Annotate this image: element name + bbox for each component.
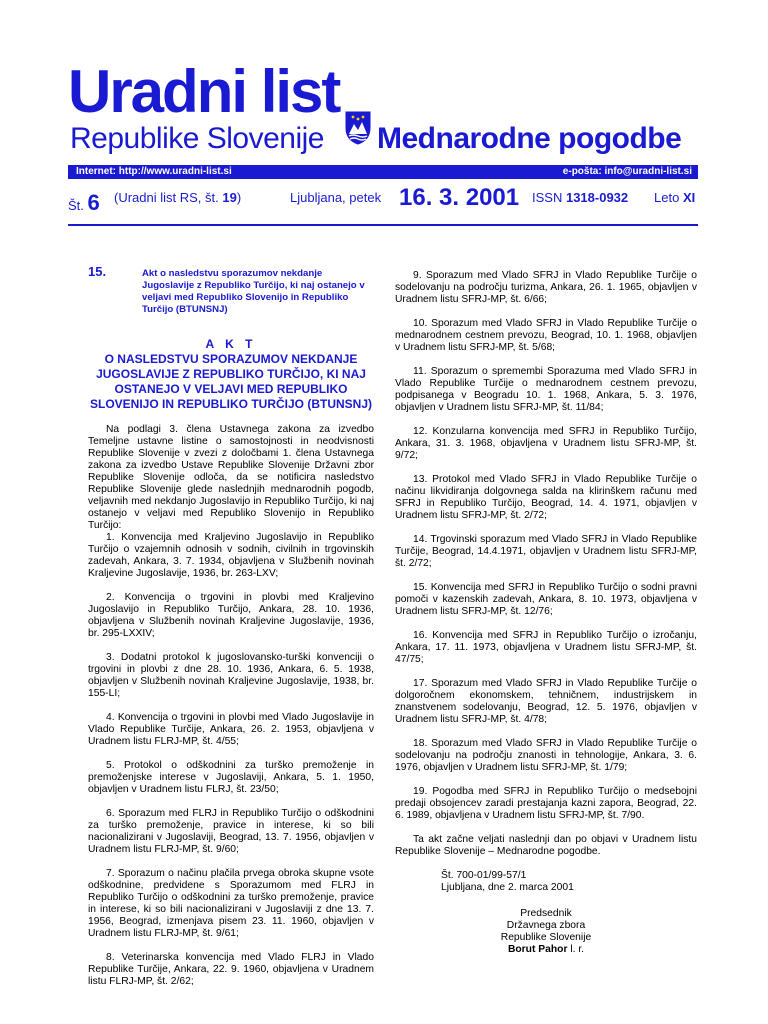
list-item: 3. Dodatni protokol k jugoslovansko-turški konvenciji o trgovini in plovbi z dne 28. 10. 1936, Ankara, 6. 5. 1938, objavljen v Službenih novinah Kraljevine Jugoslavije, 1938, br. 155-LI;: [88, 652, 374, 699]
list-item: 5. Protokol o odškodnini za turško premoženje in premoženjske interese v Jugoslaviji, Ankara, 5. 1. 1950, objavljen v Uradnem listu FLRJ, št. 23/50;: [88, 760, 374, 795]
issue-reference: (Uradni list RS, št. 19): [114, 190, 242, 205]
list-item: 14. Trgovinski sporazum med Vlado SFRJ in Vlado Republike Turčije, Beograd, 14.4.1971, objavljen v Uradnem listu SFRJ-MP, št. 2/72;: [395, 534, 697, 569]
issue-date: 16. 3. 2001: [399, 184, 520, 211]
issn: ISSN 1318-0932: [532, 190, 629, 205]
list-item: 19. Pogodba med SFRJ in Republiko Turčijo o medsebojni predaji obsojencev zaradi prestajanja kazni zapora, Beograd, 22. 6. 1989, objavljena v Uradnem listu SFRJ-MP, št. 7/90.: [395, 786, 697, 821]
signer-role: Državnega zbora: [506, 920, 586, 931]
item-number: 15.: [88, 264, 107, 279]
issue-number: 6: [87, 190, 100, 215]
act-title: O NASLEDSTVU SPORAZUMOV NEKDANJE JUGOSLAVIJE Z REPUBLIKO TURČIJO, KI NAJ OSTANEJO V VELJAVI MED REPUBLIKO SLOVENIJO IN REPUBLIKO TURČIJO (BTUNSNJ): [89, 352, 373, 411]
list-item: 6. Sporazum med FLRJ in Republiko Turčijo o odškodnini za turško premoženje, pravice in interese, ki so bili nacionalizirani v Jugoslaviji, Beograd, 13. 7. 1956, objavljen v Uradnem listu FLRJ-MP, št. 9/60;: [88, 808, 374, 855]
header-divider: [68, 224, 698, 226]
item-header: [88, 266, 374, 330]
internet-link[interactable]: Internet: http://www.uradni-list.si: [76, 166, 232, 177]
list-item: 4. Konvencija o trgovini in plovbi med Vlado Jugoslavije in Vlado Republike Turčije, Ankara, 26. 2. 1953, objavljena v Uradnem listu FLRJ-MP, št. 4/55;: [88, 712, 374, 747]
closing-paragraph: Ta akt začne veljati naslednji dan po objavi v Uradnem listu Republike Slovenije – Mednarodne pogodbe.: [395, 834, 697, 857]
list-item: 7. Sporazum o načinu plačila prvega obroka skupne vsote odškodnine, predvidene s Sporazumom med FLRJ in Republiko Turčijo o odškodnini za turško premoženje, pravice in interese, ki so bili nacionalizirani v Jugoslaviji z dne 13. 7. 1956, Beograd, izmenjava pisem 23. 11. 1960, objavljen v Uradnem listu FLRJ-MP, št. 9/61;: [88, 868, 374, 939]
reference-number: Št. 700-01/99-57/1: [441, 870, 527, 881]
issue-number-label: Št. 6: [68, 190, 100, 215]
signer-role: Predsednik: [520, 908, 572, 919]
act-heading: [88, 338, 374, 412]
list-item: 11. Sporazum o spremembi Sporazuma med Vlado SFRJ in Vlado Republike Turčije o mednarodnem cestnem prevozu, podpisanega v Beogradu 10. 1. 1968, Ankara, 5. 3. 1976, objavljen v Uradnem listu SFRJ-MP, št. 11/84;: [395, 366, 697, 413]
intro-paragraph: Na podlagi 3. člena Ustavnega zakona za izvedbo Temeljne ustavne listine o samostojnosti in neodvisnosti Republike Slovenije v zvezi z določbami 1. člena Ustavnega zakona za izvedbo Ustave Republike Slovenije Državni zbor Republike Slovenije odloča, da se notificira nasledstvo Republike Slovenije glede naslednjih mednarodnih pogodb, veljavnih med nekdanjo Jugoslavijo in Republiko Turčijo, ki naj ostanejo v veljavi med Republiko Slovenijo in Republiko Turčijo:: [88, 424, 374, 531]
masthead-subtitle: Republike Slovenije: [70, 122, 324, 155]
list-item: 16. Konvencija med SFRJ in Republiko Turčijo o izročanju, Ankara, 17. 11. 1973, objavljena v Uradnem listu SFRJ-MP, št. 47/75;: [395, 630, 697, 665]
list-item: 12. Konzularna konvencija med SFRJ in Republiko Turčijo, Ankara, 31. 3. 1968, objavljena v Uradnem listu SFRJ-MP, št. 9/72;: [395, 426, 697, 461]
list-item: 15. Konvencija med SFRJ in Republiko Turčijo o sodni pravni pomoči v kazenskih zadevah, Ankara, 8. 10. 1973, objavljena v Uradnem listu SFRJ-MP, št. 12/76;: [395, 582, 697, 617]
list-item: 9. Sporazum med Vlado SFRJ in Vlado Republike Turčije o sodelovanju na področju turizma, Ankara, 26. 1. 1965, objavljen v Uradnem listu SFRJ-MP, št. 6/66;: [395, 270, 697, 305]
issue-place-day: Ljubljana, petek: [290, 190, 382, 205]
right-column: [395, 270, 697, 956]
list-item: 8. Veterinarska konvencija med Vlado FLRJ in Vlado Republike Turčije, Ankara, 22. 9. 1960, objavljena v Uradnem listu FLRJ-MP, št. 2/62;: [88, 952, 374, 987]
list-item: 18. Sporazum med Vlado SFRJ in Vlado Republike Turčije o sodelovanju na področju znanosti in tehnologije, Ankara, 3. 6. 1976, objavljen v Uradnem listu SFRJ-MP, št. 1/79;: [395, 738, 697, 773]
masthead-title: Uradni list: [68, 58, 340, 125]
masthead-series: Mednarodne pogodbe: [377, 122, 682, 155]
signer-name: Borut Pahor: [507, 944, 568, 955]
year: Leto XI: [654, 190, 696, 205]
list-item: 1. Konvencija med Kraljevino Jugoslavijo in Republiko Turčijo o vzajemnih odnosih v sodnih, civilnih in trgovinskih zadevah, Ankara, 3. 7. 1934, objavljena v Službenih novinah Kraljevine Jugoslavije, 1936, br. 263-LXV;: [88, 532, 374, 579]
signature-block: [395, 908, 697, 956]
list-item: 17. Sporazum med Vlado SFRJ in Vlado Republike Turčije o dolgoročnem ekonomskem, tehničnem, industrijskem in znanstvenem sodelovanju, Beograd, 12. 5. 1976, objavljen v Uradnem listu SFRJ-MP, št. 4/78;: [395, 678, 697, 725]
signer-role: Republike Slovenije: [500, 932, 592, 943]
list-item: 13. Protokol med Vlado SFRJ in Vlado Republike Turčije o načinu likvidiranja dolgovnega salda na klirinškem računu med SFRJ in Republiko Turčijo, Beograd, 14. 4. 1971, objavljen v Uradnem listu SFRJ-MP, št. 2/72;: [395, 474, 697, 521]
signer-suffix: l. r.: [567, 944, 585, 955]
reference-place-date: Ljubljana, dne 2. marca 2001: [441, 882, 574, 893]
item-title: Akt o nasledstvu sporazumov nekdanje Jugoslavije z Republiko Turčijo, ki naj ostanejo v veljavi med Republiko Slovenijo in Republiko Turčijo (BTUNSNJ): [142, 268, 365, 315]
email-link[interactable]: e-pošta: info@uradni-list.si: [562, 166, 692, 177]
left-column: [88, 266, 374, 1000]
list-item: 10. Sporazum med Vlado SFRJ in Vlado Republike Turčije o mednarodnem cestnem prevozu, Beograd, 10. 1. 1968, objavljen v Uradnem listu SFRJ-MP, št. 5/68;: [395, 318, 697, 353]
contact-bar: [68, 165, 698, 179]
coat-of-arms-icon: [343, 110, 373, 146]
signer: [395, 944, 697, 956]
act-label: A K T: [205, 337, 257, 351]
list-item: 2. Konvencija o trgovini in plovbi med Kraljevino Jugoslavijo in Republiko Turčijo, Ankara, 28. 10. 1936, objavljena v Službenih novinah Kraljevine Jugoslavije, 1936, br. 295-LXXIV;: [88, 592, 374, 639]
issue-info-row: [68, 184, 698, 214]
